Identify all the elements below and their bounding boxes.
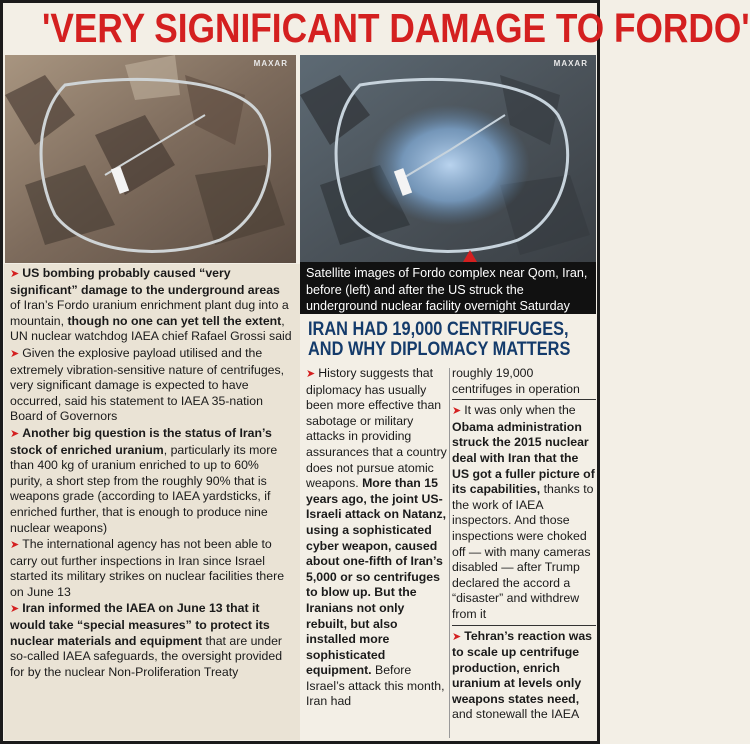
terrain-before bbox=[5, 55, 296, 263]
arrow-icon: ➤ bbox=[10, 539, 20, 552]
left-column bbox=[4, 264, 300, 740]
arrow-icon: ➤ bbox=[10, 603, 20, 616]
arrow-icon: ➤ bbox=[10, 427, 20, 440]
column-divider bbox=[449, 368, 450, 738]
photo-caption: Satellite images of Fordo complex near Qom, Iran, before (left) and after the US struck the underground nuclear facility overnight Saturday bbox=[300, 262, 596, 314]
impact-marker bbox=[463, 250, 477, 262]
maxar-watermark: MAXAR bbox=[253, 59, 288, 68]
arrow-icon: ➤ bbox=[306, 368, 316, 380]
arrow-icon: ➤ bbox=[452, 630, 462, 643]
section-subheading: IRAN HAD 19,000 CENTRIFUGES, AND WHY DIPLOMACY MATTERS bbox=[308, 319, 571, 360]
terrain-after bbox=[300, 55, 596, 263]
divider bbox=[452, 399, 596, 400]
arrow-icon: ➤ bbox=[10, 347, 20, 360]
satellite-image-after bbox=[300, 55, 596, 263]
bullet-paragraph: ➤ The international agency has not been able to carry out further inspections in Iran since Israel started its military strikes on nuclear facilities there on June 13 bbox=[10, 537, 285, 599]
bullet-paragraph: ➤ US bombing probably caused “very significant” damage to the underground areas of Iran’s Fordo uranium enrichment plant dug into a mountain, though no one can yet tell the extent, UN nuclear watchdog IAEA chief Rafael Grossi said bbox=[10, 266, 292, 344]
arrow-icon: ➤ bbox=[452, 405, 462, 418]
right-column: roughly 19,000 centrifuges in operation ➤ It was only when the Obama administration struck the 2015 nuclear deal with Iran that the US got a fuller picture of its capabilities, thanks to the work of IAEA inspectors. And those inspections were choked off — with many cameras disabled — after Trump declared the accord a “disaster” and withdrew from it ➤ Tehran’s reaction was to scale up centrifuge production, enrich uranium at levels only weapons states need, and stonewall the IAEA bbox=[452, 366, 595, 722]
bullet-paragraph: ➤ Tehran’s reaction was to scale up centrifuge production, enrich uranium at levels only weapons states need, and stonewall the IAEA bbox=[452, 628, 593, 722]
satellite-image-before bbox=[5, 55, 296, 263]
maxar-watermark: MAXAR bbox=[553, 59, 588, 68]
headline: 'VERY SIGNIFICANT DAMAGE TO FORDO' bbox=[42, 5, 750, 51]
bullet-paragraph: ➤ Given the explosive payload utilised and the extremely vibration-sensitive nature of centrifuges, very significant damage is expected to have occurred, said his statement to IAEA 35-nation Board of Governors bbox=[10, 345, 285, 424]
bullet-paragraph: ➤ Iran informed the IAEA on June 13 that it would take “special measures” to protect its nuclear materials and equipment that are under so-called IAEA safeguards, the oversight provided for by the nuclear Non-Proliferation Treaty bbox=[10, 601, 283, 679]
bullet-paragraph: ➤ Another big question is the status of Iran’s stock of enriched uranium, particularly its more than 400 kg of uranium enriched to up to 60% purity, a short step from the roughly 90% that is weapons grade (according to IAEA yardsticks, if enriched further, that is enough to produce nine nuclear weapons) bbox=[10, 425, 278, 535]
bullet-paragraph: ➤ It was only when the Obama administration struck the 2015 nuclear deal with Iran that the US got a fuller picture of its capabilities, thanks to the work of IAEA inspectors. And those inspections were choked off — with many cameras disabled — after Trump declared the accord a “disaster” and withdrew from it bbox=[452, 403, 595, 621]
divider bbox=[452, 625, 596, 626]
middle-column: ➤ History suggests that diplomacy has usually been more effective than sabotage or military attacks in providing assurances that a country does not pursue atomic weapons. More than 15 years ago, the joint US-Israeli attack on Natanz, using a sophisticated cyber weapon, caused about one-fifth of Iran’s 5,000 or so centrifuges to blow up. But the Iranians not only rebuilt, but also installed more sophisticated equipment. Before Israel’s attack this month, Iran had bbox=[306, 366, 447, 709]
arrow-icon: ➤ bbox=[10, 268, 20, 280]
